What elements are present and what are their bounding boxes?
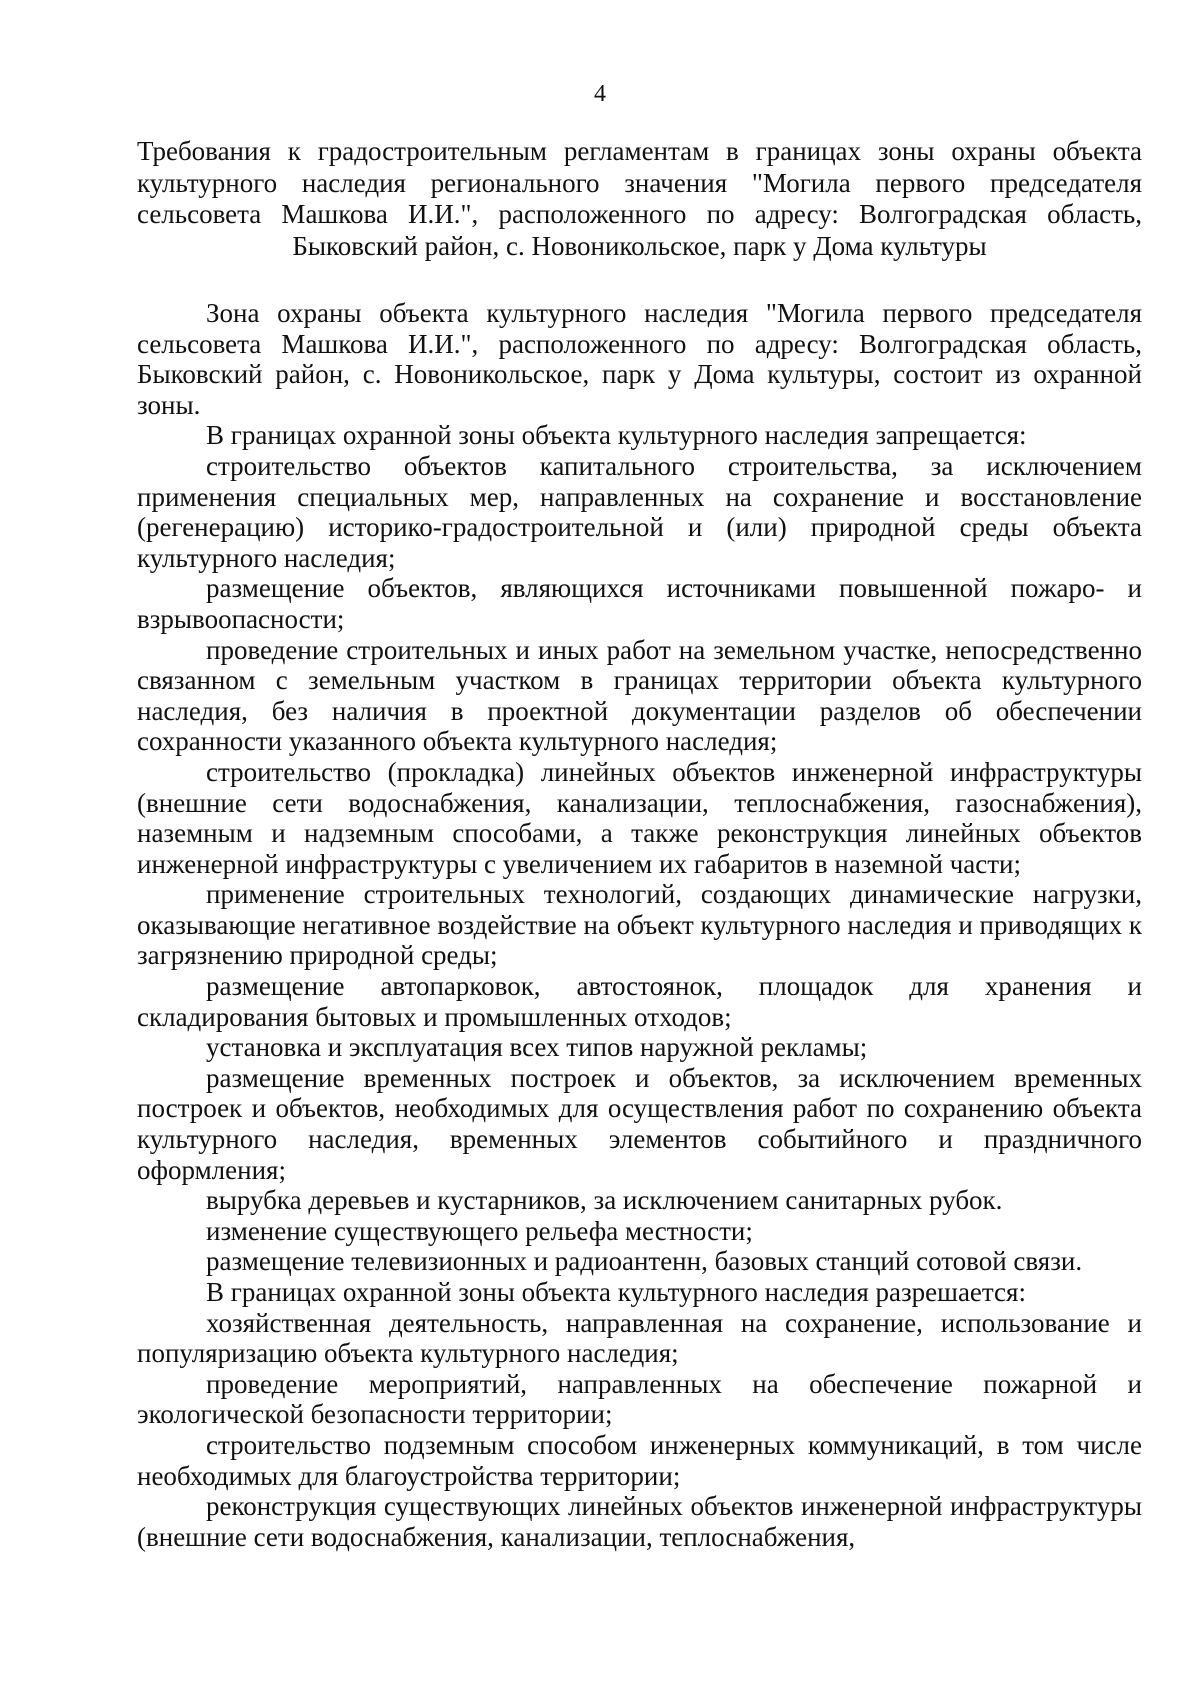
paragraph: реконструкция существующих линейных объектов инженерной инфраструктуры (внешние сети водоснабжения, канализации, теплоснабжения, xyxy=(137,1491,1142,1552)
paragraph: Зона охраны объекта культурного наследия "Могила первого председателя сельсовета Машкова И.И.", расположенного по адресу: Волгоградская область, Быковский район, с. Новоникольское, парк у Дома культуры, состоит из охранной зоны. xyxy=(137,298,1142,420)
paragraph: размещение телевизионных и радиоантенн, базовых станций сотовой связи. xyxy=(206,1246,1083,1277)
paragraph: строительство объектов капитального строительства, за исключением применения специальных мер, направленных на сохранение и восстановление (регенерацию) историко-градостроительной и (или) природной среды объекта культурного наследия; xyxy=(137,450,1142,573)
paragraph: изменение существующего рельефа местности; xyxy=(206,1215,753,1246)
paragraph: проведение строительных и иных работ на земельном участке, непосредственно связанном с земельным участком в границах территории объекта культурного наследия, без наличия в проектной документации разделов об обеспечении сохранности указанного объекта культурного наследия; xyxy=(137,634,1142,757)
document-body xyxy=(137,298,1142,1552)
document-title: Требования к градостроительным регламентам в границах зоны охраны объекта культурного наследия регионального значения "Могила первого председателя сельсовета Машкова И.И.", расположенного по адресу: Волгоградская область, Быковский район, с. Новоникольское, парк у Дома культуры xyxy=(137,136,1142,261)
paragraph: строительство (прокладка) линейных объектов инженерной инфраструктуры (внешние сети водоснабжения, канализации, теплоснабжения, газоснабжения), наземным и надземным способами, а также реконструкция линейных объектов инженерной инфраструктуры с увеличением их габаритов в наземной части; xyxy=(137,756,1142,879)
paragraph: В границах охранной зоны объекта культурного наследия разрешается: xyxy=(206,1277,1026,1307)
paragraph: проведение мероприятий, направленных на обеспечение пожарной и экологической безопасности территории; xyxy=(137,1368,1142,1430)
paragraph: размещение автопарковок, автостоянок, площадок для хранения и складирования бытовых и промышленных отходов; xyxy=(137,971,1142,1032)
paragraph: размещение временных построек и объектов, за исключением временных построек и объектов, необходимых для осуществления работ по сохранению объекта культурного наследия, временных элементов событийного и праздничного оформления; xyxy=(137,1062,1142,1185)
paragraph: В границах охранной зоны объекта культурного наследия запрещается: xyxy=(206,420,1027,451)
paragraph: вырубка деревьев и кустарников, за исключением санитарных рубок. xyxy=(206,1185,1003,1216)
paragraph: строительство подземным способом инженерных коммуникаций, в том числе необходимых для благоустройства территории; xyxy=(137,1429,1142,1491)
paragraph: хозяйственная деятельность, направленная на сохранение, использование и популяризацию объекта культурного наследия; xyxy=(137,1307,1142,1369)
paragraph: установка и эксплуатация всех типов наружной рекламы; xyxy=(206,1032,868,1063)
paragraph: размещение объектов, являющихся источниками повышенной пожаро- и взрывоопасности; xyxy=(137,573,1142,634)
paragraph: применение строительных технологий, создающих динамические нагрузки, оказывающие негативное воздействие на объект культурного наследия и приводящих к загрязнению природной среды; xyxy=(137,879,1142,971)
page-number: 4 xyxy=(594,81,606,107)
